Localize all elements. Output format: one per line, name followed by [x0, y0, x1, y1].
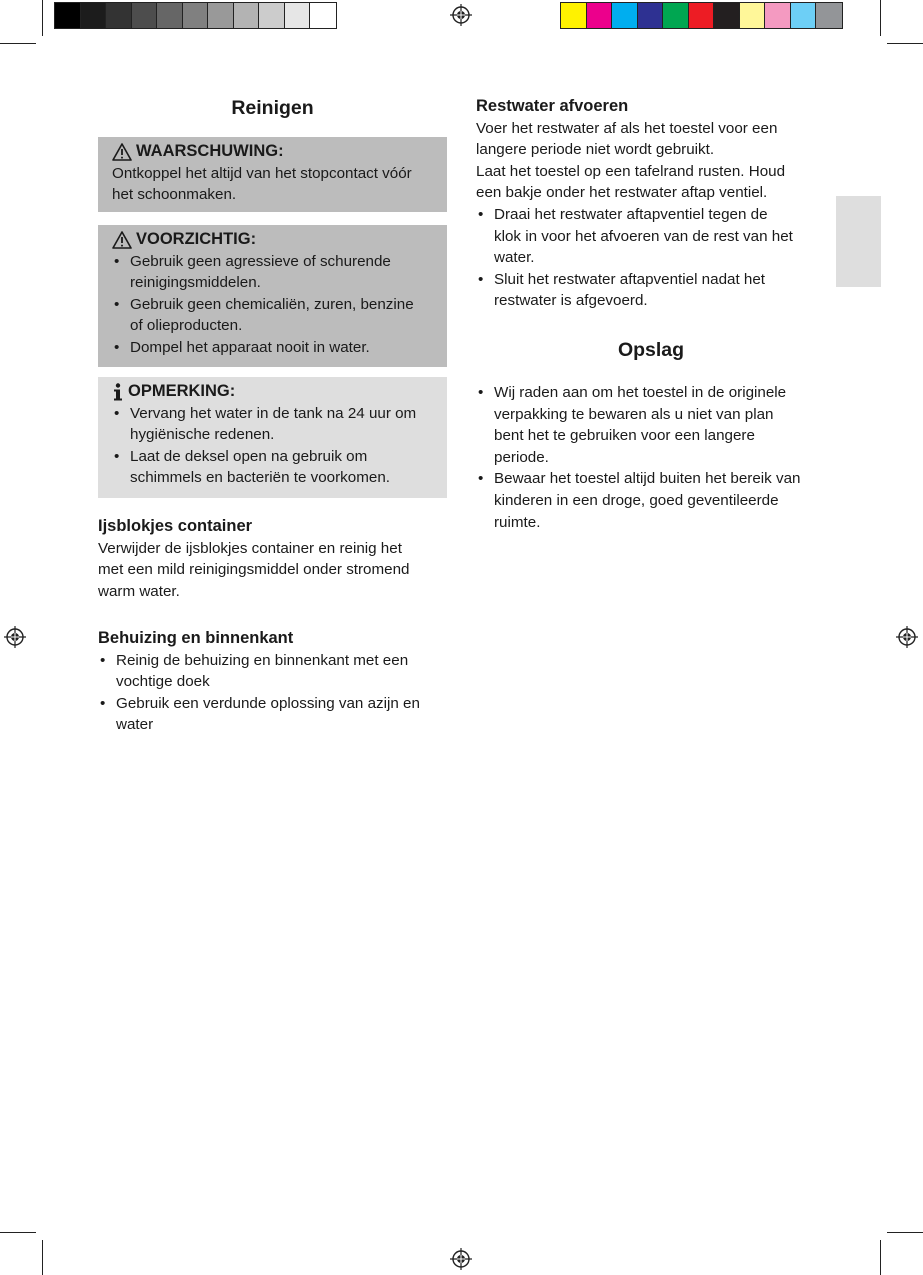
caution-list: [112, 251, 437, 359]
list-item: • Vervang het water in de tank na 24 uur om hygiënische redenen.: [112, 403, 437, 446]
registration-mark-icon: [450, 1248, 472, 1270]
list-item: • Gebruik geen agressieve of schurende reinigingsmiddelen.: [112, 251, 437, 294]
list-item: • Gebruik geen chemicaliën, zuren, benzine of olieproducten.: [112, 294, 437, 337]
registration-mark-icon: [896, 626, 918, 648]
grayscale-color-bar: [54, 2, 337, 29]
crop-mark-top-right-v: [880, 0, 881, 36]
note-box: [98, 377, 447, 498]
housing-heading: Behuizing en binnenkant: [98, 629, 294, 647]
color-swatch: [816, 3, 842, 28]
registration-mark-icon: [4, 626, 26, 648]
color-swatch: [612, 3, 638, 28]
color-swatch: [234, 3, 260, 28]
color-swatch: [183, 3, 209, 28]
color-swatch: [561, 3, 587, 28]
storage-section: [476, 382, 826, 533]
caution-box: [98, 225, 447, 367]
paragraph-line: een bakje onder het restwater aftap ventiel.: [476, 184, 768, 202]
list-item: • Dompel het apparaat nooit in water.: [112, 337, 437, 359]
ice-container-heading: Ijsblokjes container: [98, 517, 253, 535]
note-box-title: [112, 381, 437, 403]
caution-title: VOORZICHTIG:: [136, 230, 257, 248]
crop-mark-bottom-left-v: [42, 1240, 43, 1275]
warning-title: WAARSCHUWING:: [136, 142, 284, 160]
color-swatch: [638, 3, 664, 28]
crop-mark-bottom-right-v: [880, 1240, 881, 1275]
warning-box: [98, 137, 447, 212]
crop-mark-bottom-left-h: [0, 1232, 36, 1233]
color-swatch: [740, 3, 766, 28]
caution-box-title: [112, 229, 437, 251]
warning-text-line: het schoonmaken.: [112, 186, 237, 204]
color-swatch: [55, 3, 81, 28]
housing-section: [98, 628, 447, 736]
color-swatch: [310, 3, 336, 28]
list-item: • Laat de deksel open na gebruik om schimmels en bacteriën te voorkomen.: [112, 446, 437, 489]
color-swatch: [285, 3, 311, 28]
warning-triangle-icon: [112, 143, 132, 161]
paragraph-line: Voer het restwater af als het toestel voor een: [476, 119, 778, 137]
paragraph-line: langere periode niet wordt gebruikt.: [476, 141, 715, 159]
paragraph-line: Laat het toestel op een tafelrand rusten. Houd: [476, 162, 786, 180]
list-item: • Draai het restwater aftapventiel tegen de klok in voor het afvoeren van de rest van het water.: [476, 204, 826, 269]
drain-section: [476, 96, 826, 312]
color-swatch: [259, 3, 285, 28]
list-item: • Reinig de behuizing en binnenkant met een vochtige doek: [98, 650, 447, 693]
paragraph-line: warm water.: [98, 582, 180, 600]
warning-triangle-icon: [112, 231, 132, 249]
list-item: • Wij raden aan om het toestel in de originele verpakking te bewaren als u niet van plan bent het te gebruiken voor een langere periode.: [476, 382, 826, 468]
color-swatch: [132, 3, 158, 28]
process-color-bar: [560, 2, 843, 29]
color-swatch: [106, 3, 132, 28]
crop-mark-bottom-right-h: [887, 1232, 923, 1233]
color-swatch: [587, 3, 613, 28]
crop-mark-top-left-v: [42, 0, 43, 36]
info-icon: [112, 383, 124, 401]
warning-text-line: Ontkoppel het altijd van het stopcontact vóór: [112, 164, 412, 182]
list-item: • Bewaar het toestel altijd buiten het bereik van kinderen in een droge, goed geventileerde ruimte.: [476, 468, 826, 533]
paragraph-line: Verwijder de ijsblokjes container en reinig het: [98, 539, 402, 557]
color-swatch: [791, 3, 817, 28]
registration-mark-icon: [450, 4, 472, 26]
color-swatch: [714, 3, 740, 28]
color-swatch: [765, 3, 791, 28]
drain-heading: Restwater afvoeren: [476, 97, 629, 115]
crop-mark-top-left-h: [0, 43, 36, 44]
crop-mark-top-right-h: [887, 43, 923, 44]
warning-box-title: [112, 141, 437, 163]
ice-container-section: [98, 516, 447, 602]
color-swatch: [208, 3, 234, 28]
housing-list: [98, 650, 447, 736]
section-title-reinigen: Reinigen: [231, 97, 314, 119]
list-item: • Gebruik een verdunde oplossing van azijn en water: [98, 693, 447, 736]
color-swatch: [663, 3, 689, 28]
color-swatch: [81, 3, 107, 28]
note-list: [112, 403, 437, 489]
color-swatch: [157, 3, 183, 28]
color-swatch: [689, 3, 715, 28]
section-title-opslag: Opslag: [617, 339, 685, 361]
list-item: • Sluit het restwater aftapventiel nadat het restwater is afgevoerd.: [476, 269, 826, 312]
note-title: OPMERKING:: [128, 382, 236, 400]
drain-list: [476, 204, 826, 312]
storage-list: [476, 382, 826, 533]
language-side-tab: [836, 196, 881, 287]
paragraph-line: met een mild reinigingsmiddel onder stromend: [98, 561, 410, 579]
